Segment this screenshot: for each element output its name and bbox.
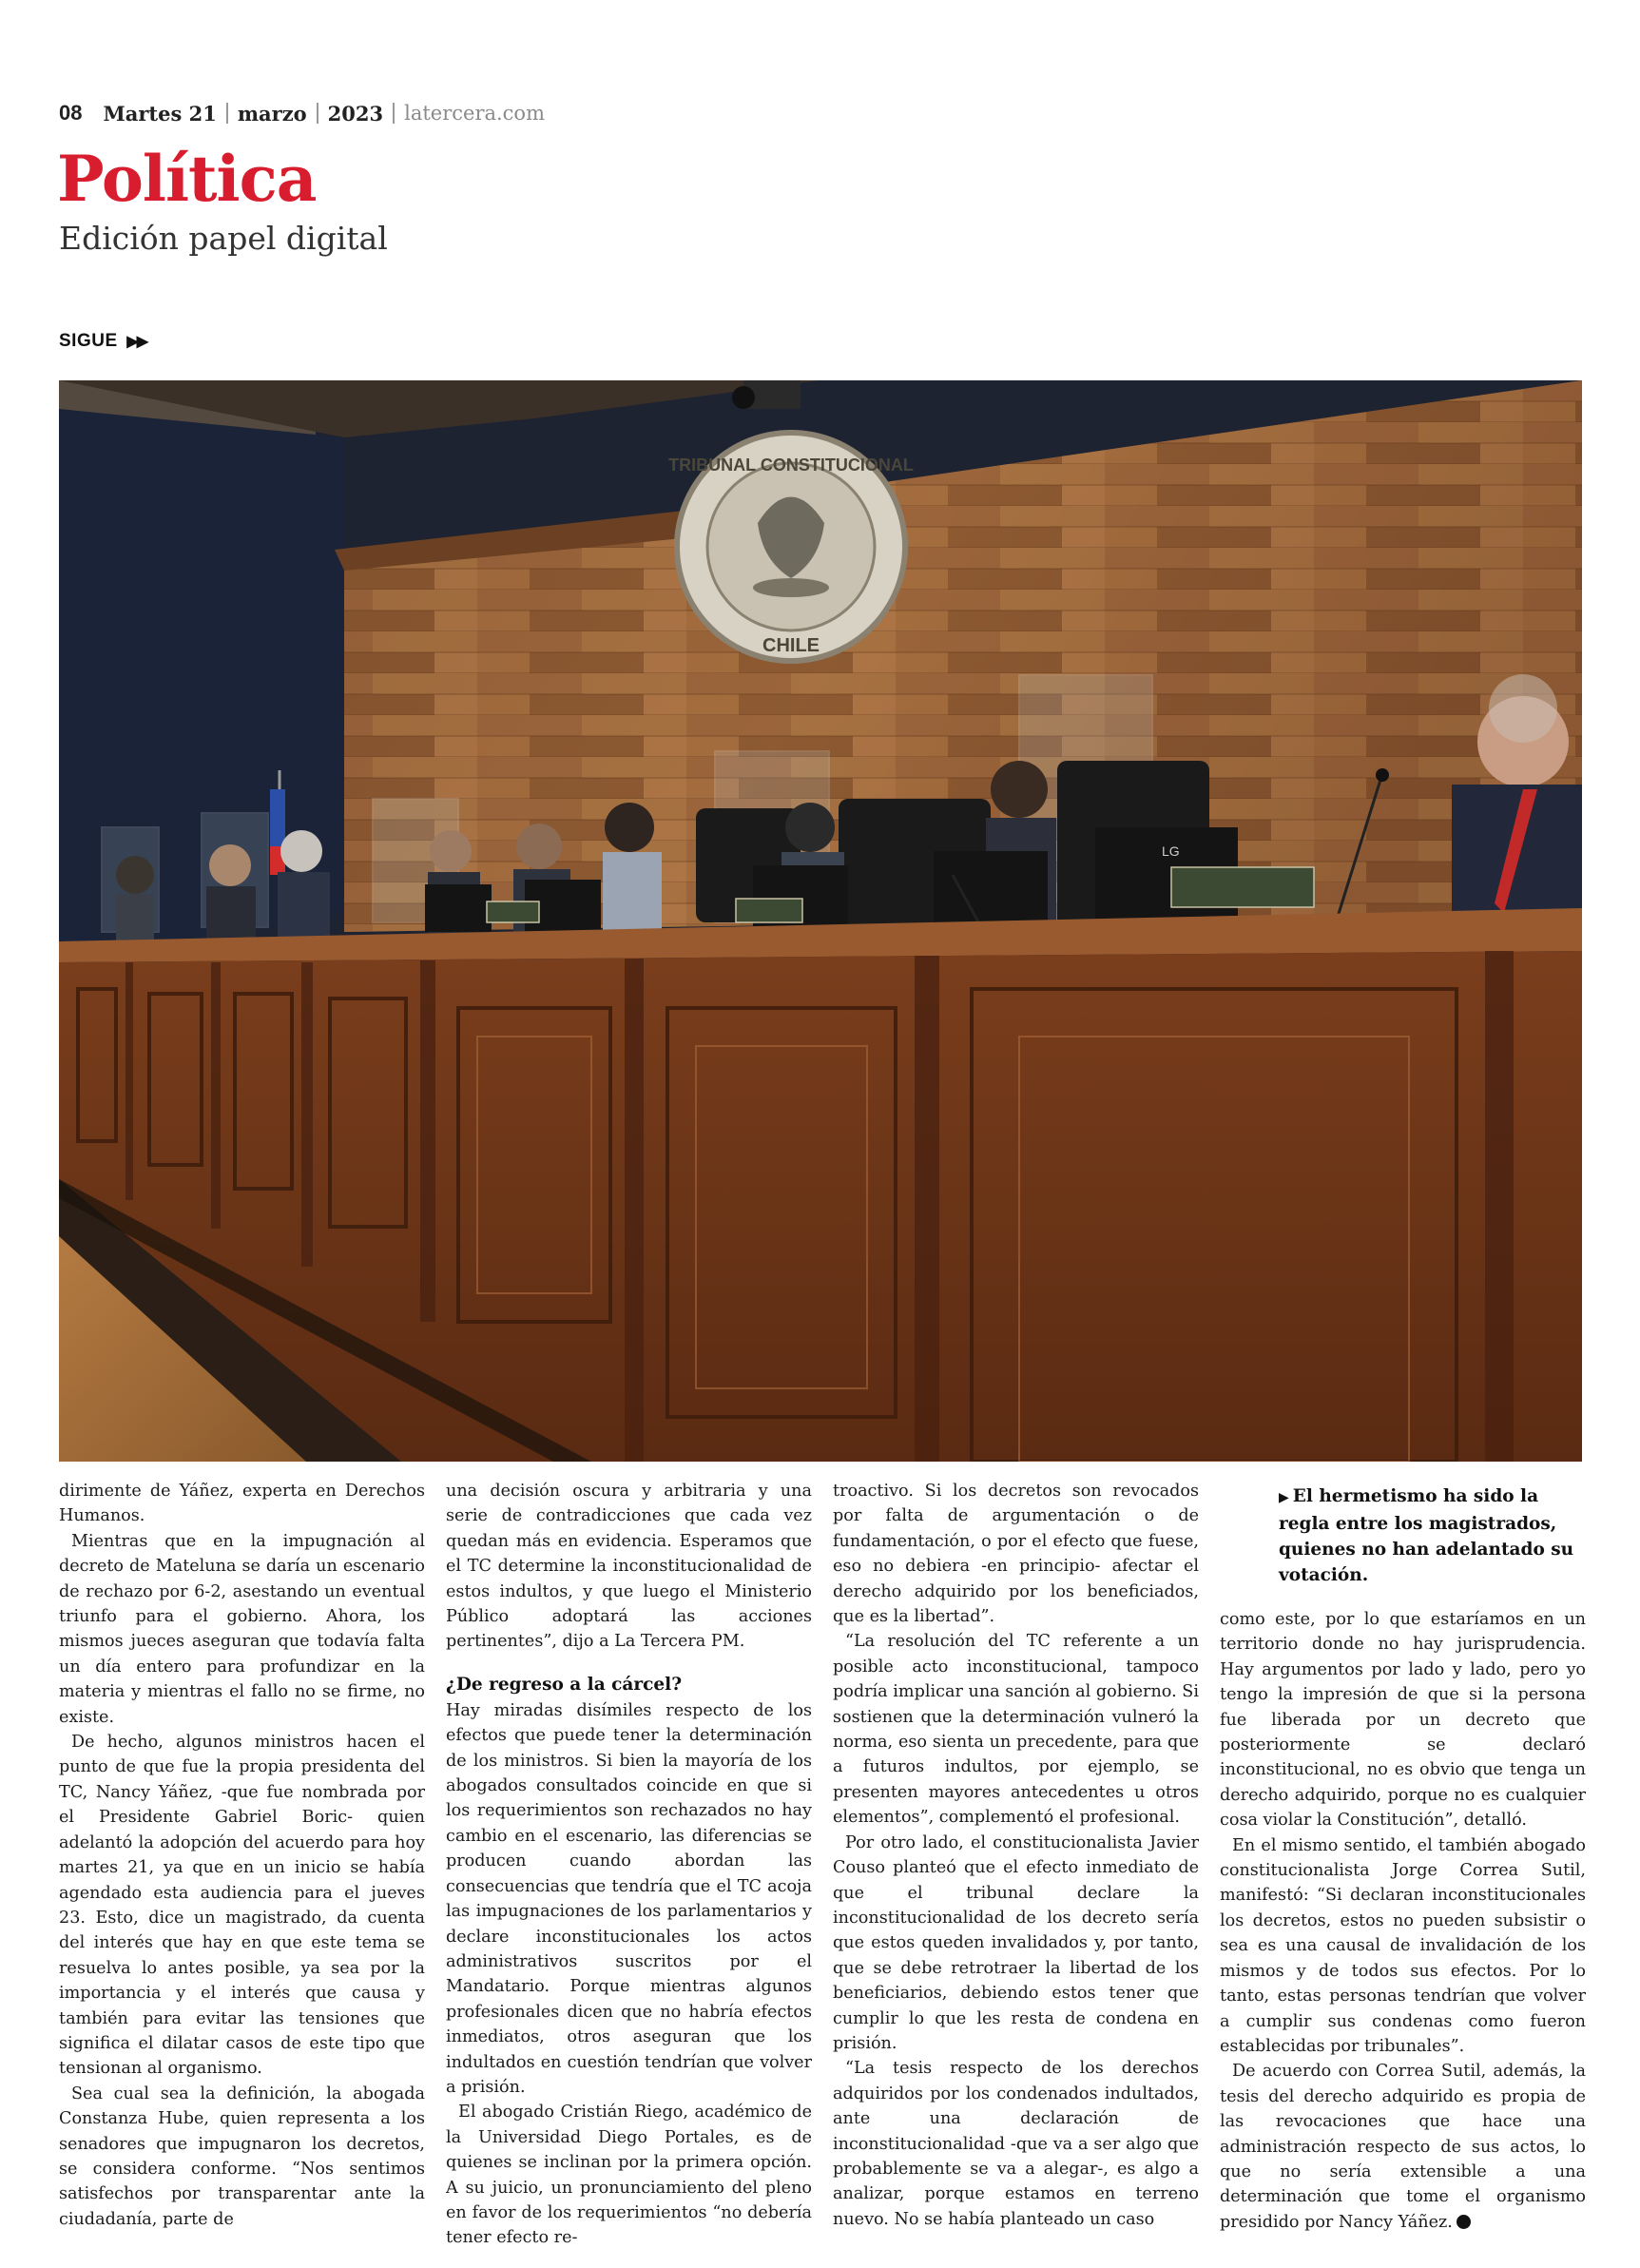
seal-bottom-text: CHILE (762, 635, 820, 656)
continue-label (59, 331, 146, 352)
paragraph: dirimente de Yáñez, experta en Derechos Humanos. (59, 1482, 425, 1526)
photo-caption (1279, 1483, 1583, 1588)
fast-forward-icon: ▶▶ (126, 334, 147, 350)
masthead (59, 99, 545, 127)
paragraph: En el mismo sentido, el también abogado constitucionalista Jorge Correa Sutil, manifestó: “Si declaran inconstitucionales los decretos, estos no pueden subsistir o sea es una causal de invalidación de los mismos y de todos sus efectos. Por lo tanto, estas personas tendrían que volver a cumplir sus condenas como fueron establecidas por tribunales”. (1220, 1835, 1586, 2056)
paragraph: como este, por lo que estaríamos en un territorio donde no hay jurisprudencia. Hay argumentos por lado y lado, pero yo tengo la impresión de que si la persona fue liberada por un decreto que posteriormente se declaró inconstitucional, no es obvio que tenga un derecho adquirido, porque no es cualquier cosa violar la Constitución”, detalló. (1220, 1610, 1586, 1831)
paragraph (1220, 2059, 1586, 2235)
divider (317, 103, 318, 124)
paragraph: troactivo. Si los decretos son revocados por falta de argumentación o de fundamentación, o por el efecto que fuese, eso no debiera -en principio- afectar el derecho adquirido por los beneficiados, que es la libertad”. (833, 1482, 1199, 1627)
site-link[interactable]: latercera.com (404, 102, 545, 125)
article-column-3 (833, 1479, 1199, 2232)
monitor-logo: LG (1162, 843, 1180, 859)
caption-arrow-icon: ▶ (1279, 1490, 1289, 1505)
subheading: ¿De regreso a la cárcel? (446, 1674, 683, 1695)
paragraph: Por otro lado, el constitucionalista Javier Couso planteó que el efecto inmediato de que el tribunal declare la inconstitucionalidad de los decreto sería que estos queden invalidados y, por tanto, que se debe retrotraer la libertad de los beneficiarios, debiendo estos tener que cumplir lo que les resta de condena en prisión. (833, 1832, 1199, 2053)
issue-year: 2023 (327, 101, 384, 126)
article-column-1 (59, 1479, 425, 2232)
paragraph: “La tesis respecto de los derechos adquiridos por los condenados indultados, ante una declaración de inconstitucionalidad -que va a ser algo que probablemente se va a alegar-, es algo a analizar, porque estamos en terreno nuevo. No se había planteado un caso (833, 2059, 1199, 2229)
paragraph: Sea cual sea la definición, la abogada Constanza Hube, quien representa a los senadores que impugnaron los decretos, se considera conforme. “Nos sentimos satisfechos por transparentar ante la ciudadanía, parte de (59, 2084, 425, 2229)
paragraph: “La resolución del TC referente a un posible acto inconstitucional, tampoco podría implicar una sanción al gobierno. Si sostienen que la determinación vulneró la norma, eso sienta un precedente, para que a futuros indultos, por ejemplo, se presenten mayores antecedentes u otros elementos”, complementó el profesional. (833, 1632, 1199, 1828)
paragraph: El abogado Cristián Riego, académico de la Universidad Diego Portales, es de quienes se inclinan por la primera opción. A su juicio, un pronunciamiento del pleno en favor de los requerimientos “no debería tener efecto re- (446, 2103, 812, 2248)
paragraph: una decisión oscura y arbitraria y una serie de contradicciones que cada vez quedan más en evidencia. Esperamos que el TC determine la inconstitucionalidad de estos indultos, y que luego el Ministerio Público adoptará las acciones pertinentes”, dijo a La Tercera PM. (446, 1482, 812, 1652)
paragraph: Hay miradas disímiles respecto de los efectos que puede tener la determinación de los ministros. Si bien la mayoría de los abogados consultados coincide en que si los requerimientos son rechazados no hay cambio en el escenario, las diferencias se producen cuando abordan las consecuencias que tendría que el TC acoja las impugnaciones de los parlamentarios y declare inconstitucionales los actos administrativos suscritos por el Mandatario. Porque mientras algunos profesionales dicen que no habría efectos inmediatos, otros aseguran que los indultados en cuestión tendrían que volver a prisión. (446, 1700, 812, 2097)
paragraph-text: De acuerdo con Correa Sutil, además, la tesis del derecho adquirido es propia de las revocaciones que hace una administración respecto de sus actos, lo que no sería extensible a una determinación que tome el organismo presidido por Nancy Yáñez. (1220, 2062, 1586, 2232)
page-number: 08 (59, 101, 83, 125)
section-title: Política (57, 142, 317, 216)
issue-month: marzo (237, 101, 307, 126)
article-column-4 (1220, 1607, 1586, 2235)
divider (393, 103, 395, 124)
continue-text: SIGUE (59, 331, 118, 351)
issue-day: Martes 21 (103, 101, 217, 126)
seal-top-text: TRIBUNAL CONSTITUCIONAL (668, 456, 914, 475)
section-subtitle: Edición papel digital (59, 220, 388, 257)
courtroom-photo (59, 380, 1582, 1462)
paragraph: De hecho, algunos ministros hacen el punto de que fue la propia presidenta del TC, Nancy Yáñez, -que fue nombrada por el Presidente Gabriel Boric- quien adelantó la adopción del acuerdo para hoy martes 21, ya que en un inicio se había agendado esta audiencia para el jueves 23. Esto, dice un magistrado, da cuenta del interés que hay en que este tema se resuelva lo antes posible, ya sea por la importancia y el interés que causa y también para evitar las tensiones que significa el dilatar casos de este tipo que tensionan al organismo. (59, 1733, 425, 2079)
end-mark-icon (1457, 2215, 1471, 2229)
paragraph: Mientras que en la impugnación al decreto de Mateluna se daría un escenario de rechazo por 6-2, asestando un eventual triunfo para el gobierno. Ahora, los mismos jueces aseguran que todavía falta un día entero para profundizar en la materia y mientras el fallo no se firme, no existe. (59, 1531, 425, 1727)
article-column-2 (446, 1479, 812, 2251)
divider (226, 103, 228, 124)
caption-text: El hermetismo ha sido la regla entre los magistrados, quienes no han adelantado su votación. (1279, 1486, 1574, 1585)
